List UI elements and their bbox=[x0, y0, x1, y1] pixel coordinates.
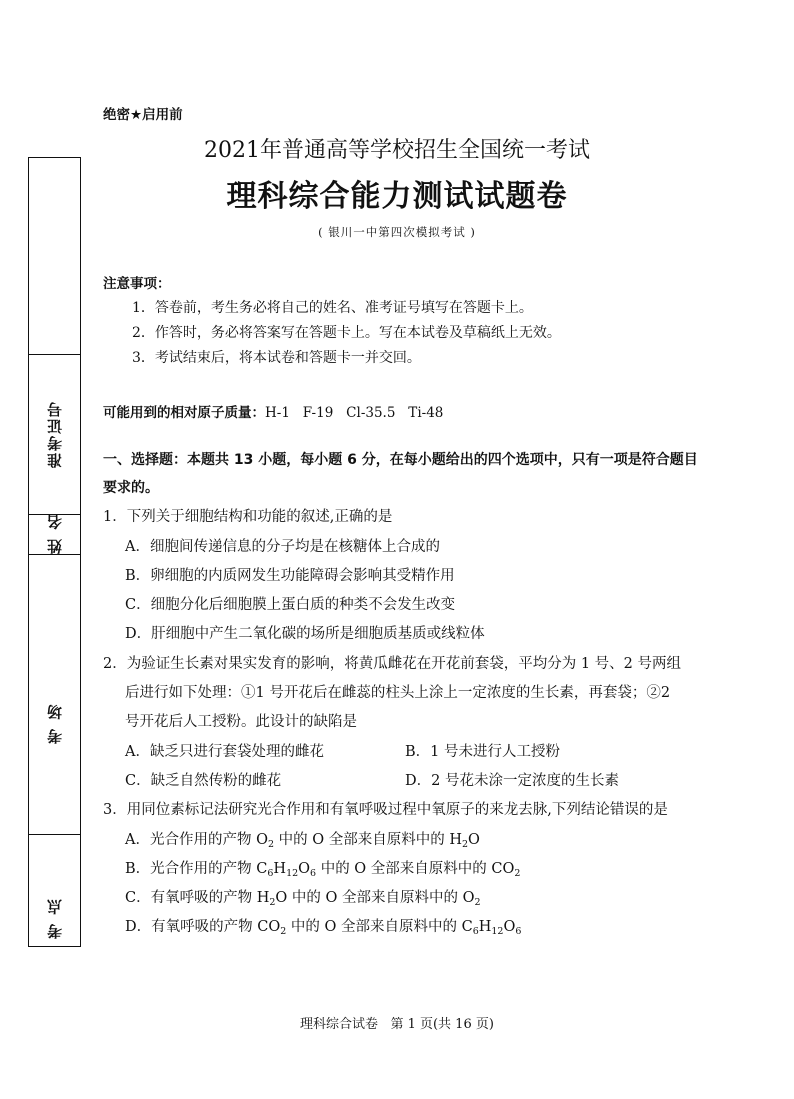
question-2-stem-line: 2．为验证生长素对果实发育的影响，将黄瓜雌花在开花前套袋，平均分为 1 号、2 号两组 bbox=[103, 656, 681, 672]
side-label-name: 姓 名 bbox=[46, 512, 64, 554]
side-divider bbox=[29, 834, 80, 835]
side-divider bbox=[29, 554, 80, 555]
question-1-option-a: A．细胞间传递信息的分子均是在核糖体上合成的 bbox=[125, 539, 440, 555]
question-2-option-d: D．2 号花未涂一定浓度的生长素 bbox=[405, 773, 619, 789]
question-2-option-c: C．缺乏自然传粉的雌花 bbox=[125, 773, 282, 789]
question-1-option-d: D．肝细胞中产生二氧化碳的场所是细胞质基质或线粒体 bbox=[125, 626, 485, 642]
confidential-mark: 绝密★启用前 bbox=[103, 107, 183, 123]
page-footer: 理科综合试卷 第 1 页(共 16 页) bbox=[300, 1017, 494, 1032]
question-3-option-c: C．有氧呼吸的产物 $H_2O$ 中的 O 全部来自原料中的 $O_2$ bbox=[125, 890, 481, 908]
notice-item: 3．考试结束后，将本试卷和答题卡一并交回。 bbox=[132, 350, 421, 366]
question-3-stem: 3．用同位素标记法研究光合作用和有氧呼吸过程中氧原子的来龙去脉,下列结论错误的是 bbox=[103, 802, 668, 818]
question-2-option-a: A．缺乏只进行套袋处理的雌花 bbox=[125, 744, 324, 760]
side-label-exam-room: 考 场 bbox=[46, 702, 64, 744]
paper-title: 理科综合能力测试试题卷 bbox=[226, 179, 568, 214]
exam-title: 2021年普通高等学校招生全国统一考试 bbox=[204, 138, 590, 163]
question-1-option-b: B．卵细胞的内质网发生功能障碍会影响其受精作用 bbox=[125, 568, 455, 584]
question-2-stem-line: 号开花后人工授粉。此设计的缺陷是 bbox=[125, 714, 357, 730]
question-3-option-b: B．光合作用的产物 $C_6H_{12}O_6$ 中的 O 全部来自原料中的 $CO_2$ bbox=[125, 861, 521, 879]
notice-heading: 注意事项： bbox=[103, 276, 171, 292]
atomic-mass-label: 可能用到的相对原子质量： bbox=[103, 405, 265, 421]
atomic-mass-values: H-1 F-19 Cl-35.5 Ti-48 bbox=[265, 405, 444, 421]
question-3-option-a: A．光合作用的产物 $O_2$ 中的 O 全部来自原料中的 $H_2O$ bbox=[125, 832, 480, 850]
notice-item: 1．答卷前，考生务必将自己的姓名、准考证号填写在答题卡上。 bbox=[132, 300, 533, 316]
question-1-option-c: C．细胞分化后细胞膜上蛋白质的种类不会发生改变 bbox=[125, 597, 456, 613]
question-2-option-b: B．1 号未进行人工授粉 bbox=[405, 744, 560, 760]
question-3-option-d: D．有氧呼吸的产物 $CO_2$ 中的 O 全部来自原料中的 $C_6H_{12}O_6$ bbox=[125, 919, 522, 937]
atomic-mass-line bbox=[103, 401, 443, 421]
section-heading: 一、选择题：本题共 13 小题，每小题 6 分，在每小题给出的四个选项中，只有一项是符合题目要求的。 bbox=[103, 452, 698, 496]
question-1-stem: 1．下列关于细胞结构和功能的叙述,正确的是 bbox=[103, 509, 393, 525]
question-2-stem-line: 后进行如下处理：①1 号开花后在雌蕊的柱头上涂上一定浓度的生长素，再套袋；②2 bbox=[125, 685, 671, 701]
side-label-exam-number: 准考证号 bbox=[46, 400, 64, 468]
candidate-info-strip bbox=[28, 157, 81, 947]
notice-item: 2．作答时，务必将答案写在答题卡上。写在本试卷及草稿纸上无效。 bbox=[132, 325, 561, 341]
paper-subtitle: ( 银川一中第四次模拟考试 ) bbox=[318, 225, 476, 239]
side-label-exam-site: 考 点 bbox=[46, 897, 64, 939]
